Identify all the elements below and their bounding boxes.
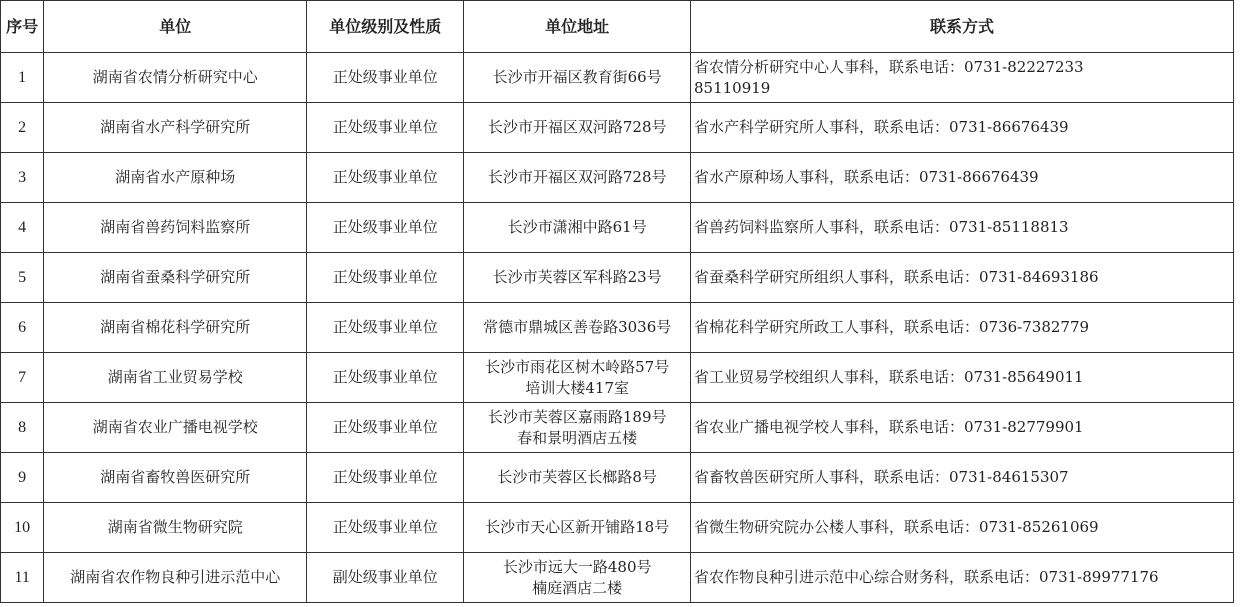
cell-level-line: 正处级事业单位 <box>332 268 438 286</box>
cell-address-line: 长沙市开福区双河路728号 <box>487 168 667 186</box>
cell-unit <box>44 403 307 453</box>
table-row <box>1 103 1234 153</box>
cell-unit-line: 湖南省工业贸易学校 <box>107 368 243 386</box>
cell-address-line: 长沙市开福区双河路728号 <box>487 118 667 136</box>
cell-contact <box>691 253 1234 303</box>
cell-seq <box>1 303 44 353</box>
cell-contact-line: 省工业贸易学校组织人事科，联系电话：0731-85649011 <box>694 368 1084 386</box>
cell-address-line: 长沙市雨花区树木岭路57号 <box>485 357 670 376</box>
cell-unit-line: 湖南省蚕桑科学研究所 <box>100 268 251 286</box>
header-seq: 序号 <box>1 1 44 53</box>
cell-seq-line: 10 <box>14 519 31 536</box>
cell-level-line: 正处级事业单位 <box>332 68 438 86</box>
cell-contact-line: 85110919 <box>694 78 771 97</box>
cell-unit <box>44 103 307 153</box>
cell-unit <box>44 353 307 403</box>
table-row <box>1 553 1234 603</box>
cell-unit <box>44 203 307 253</box>
cell-unit <box>44 253 307 303</box>
cell-address-line: 长沙市芙蓉区嘉雨路189号 <box>487 407 667 426</box>
cell-contact-line: 省水产原种场人事科，联系电话：0731-86676439 <box>694 168 1039 186</box>
table-row <box>1 403 1234 453</box>
header-row <box>1 1 1234 53</box>
cell-seq <box>1 453 44 503</box>
cell-contact <box>691 103 1234 153</box>
table-row <box>1 503 1234 553</box>
cell-seq-line: 9 <box>18 469 27 486</box>
cell-contact-line: 省棉花科学研究所政工人事科，联系电话：0736-7382779 <box>694 318 1090 336</box>
cell-seq-line: 6 <box>18 319 27 336</box>
cell-address <box>464 353 691 403</box>
cell-unit-line: 湖南省农情分析研究中心 <box>92 68 258 86</box>
header-level: 单位级别及性质 <box>307 1 464 53</box>
cell-address <box>464 103 691 153</box>
cell-level <box>307 103 464 153</box>
cell-seq-line: 2 <box>18 119 27 136</box>
cell-level <box>307 303 464 353</box>
cell-unit <box>44 153 307 203</box>
cell-address-line: 春和景明酒店五楼 <box>517 428 638 447</box>
table-row <box>1 303 1234 353</box>
cell-address <box>464 403 691 453</box>
table-row <box>1 53 1234 103</box>
cell-unit <box>44 553 307 603</box>
cell-level <box>307 203 464 253</box>
cell-level <box>307 353 464 403</box>
cell-contact <box>691 53 1234 103</box>
cell-level-line: 正处级事业单位 <box>332 368 438 386</box>
cell-seq-line: 5 <box>18 269 27 286</box>
cell-level <box>307 153 464 203</box>
cell-level <box>307 453 464 503</box>
cell-level-line: 正处级事业单位 <box>332 318 438 336</box>
cell-unit <box>44 53 307 103</box>
cell-level <box>307 553 464 603</box>
cell-seq <box>1 203 44 253</box>
header-address: 单位地址 <box>464 1 691 53</box>
cell-contact-line: 省农业广播电视学校人事科，联系电话：0731-82779901 <box>694 418 1084 436</box>
cell-seq-line: 11 <box>14 569 30 586</box>
cell-unit <box>44 453 307 503</box>
cell-contact <box>691 553 1234 603</box>
cell-address <box>464 253 691 303</box>
cell-unit-line: 湖南省农业广播电视学校 <box>92 418 258 436</box>
cell-seq-line: 7 <box>18 369 27 386</box>
table-row <box>1 153 1234 203</box>
cell-unit-line: 湖南省畜牧兽医研究所 <box>100 468 251 486</box>
cell-address <box>464 453 691 503</box>
cell-seq <box>1 153 44 203</box>
cell-address <box>464 553 691 603</box>
cell-contact-line: 省蚕桑科学研究所组织人事科，联系电话：0731-84693186 <box>694 268 1099 286</box>
cell-address <box>464 503 691 553</box>
cell-seq <box>1 403 44 453</box>
cell-seq-line: 8 <box>18 419 27 436</box>
cell-seq <box>1 553 44 603</box>
cell-address-line: 长沙市远大一路480号 <box>502 557 652 576</box>
cell-contact-line: 省畜牧兽医研究所人事科，联系电话：0731-84615307 <box>694 468 1069 486</box>
cell-level-line: 正处级事业单位 <box>332 118 438 136</box>
cell-seq-line: 1 <box>18 69 27 86</box>
cell-unit-line: 湖南省农作物良种引进示范中心 <box>70 568 281 586</box>
header-contact: 联系方式 <box>691 1 1234 53</box>
cell-level-line: 正处级事业单位 <box>332 518 438 536</box>
cell-unit <box>44 303 307 353</box>
cell-address-line: 培训大楼417室 <box>525 378 629 397</box>
header-unit: 单位 <box>44 1 307 53</box>
cell-unit-line: 湖南省微生物研究院 <box>107 518 243 536</box>
cell-level-line: 正处级事业单位 <box>332 218 438 236</box>
cell-level <box>307 253 464 303</box>
cell-contact <box>691 303 1234 353</box>
cell-seq <box>1 353 44 403</box>
cell-contact <box>691 503 1234 553</box>
cell-address-line: 长沙市天心区新开铺路18号 <box>485 518 670 536</box>
cell-address <box>464 203 691 253</box>
cell-address-line: 长沙市芙蓉区军科路23号 <box>492 268 662 286</box>
cell-address-line: 长沙市潇湘中路61号 <box>507 218 647 236</box>
cell-seq <box>1 53 44 103</box>
table-body <box>1 53 1234 603</box>
cell-level <box>307 503 464 553</box>
cell-contact <box>691 453 1234 503</box>
cell-level <box>307 53 464 103</box>
cell-unit-line: 湖南省水产原种场 <box>115 168 236 186</box>
cell-seq-line: 4 <box>18 219 27 236</box>
cell-unit-line: 湖南省棉花科学研究所 <box>100 318 251 336</box>
cell-unit <box>44 503 307 553</box>
cell-unit-line: 湖南省兽药饲料监察所 <box>100 218 251 236</box>
cell-contact <box>691 203 1234 253</box>
cell-contact <box>691 353 1234 403</box>
cell-seq <box>1 103 44 153</box>
cell-unit-line: 湖南省水产科学研究所 <box>100 118 251 136</box>
cell-address-line: 长沙市芙蓉区长榔路8号 <box>497 468 657 486</box>
cell-contact <box>691 403 1234 453</box>
cell-address-line: 常德市鼎城区善卷路3036号 <box>483 318 672 336</box>
cell-level-line: 正处级事业单位 <box>332 418 438 436</box>
table-row <box>1 353 1234 403</box>
cell-contact-line: 省农作物良种引进示范中心综合财务科，联系电话：0731-89977176 <box>694 568 1159 586</box>
table-row <box>1 203 1234 253</box>
cell-level-line: 正处级事业单位 <box>332 468 438 486</box>
cell-contact <box>691 153 1234 203</box>
cell-contact-line: 省水产科学研究所人事科，联系电话：0731-86676439 <box>694 118 1069 136</box>
cell-contact-line: 省农情分析研究中心人事科，联系电话：0731-82227233 <box>694 57 1084 76</box>
cell-seq-line: 3 <box>18 169 27 186</box>
table-row <box>1 453 1234 503</box>
cell-level-line: 正处级事业单位 <box>332 168 438 186</box>
cell-seq <box>1 253 44 303</box>
cell-seq <box>1 503 44 553</box>
cell-address <box>464 303 691 353</box>
cell-address-line: 楠庭酒店二楼 <box>532 578 623 597</box>
cell-contact-line: 省微生物研究院办公楼人事科，联系电话：0731-85261069 <box>694 518 1099 536</box>
cell-address <box>464 153 691 203</box>
cell-level-line: 副处级事业单位 <box>332 568 438 586</box>
cell-address <box>464 53 691 103</box>
cell-level <box>307 403 464 453</box>
cell-address-line: 长沙市开福区教育街66号 <box>492 68 662 86</box>
cell-contact-line: 省兽药饲料监察所人事科，联系电话：0731-85118813 <box>694 218 1069 236</box>
table-row <box>1 253 1234 303</box>
